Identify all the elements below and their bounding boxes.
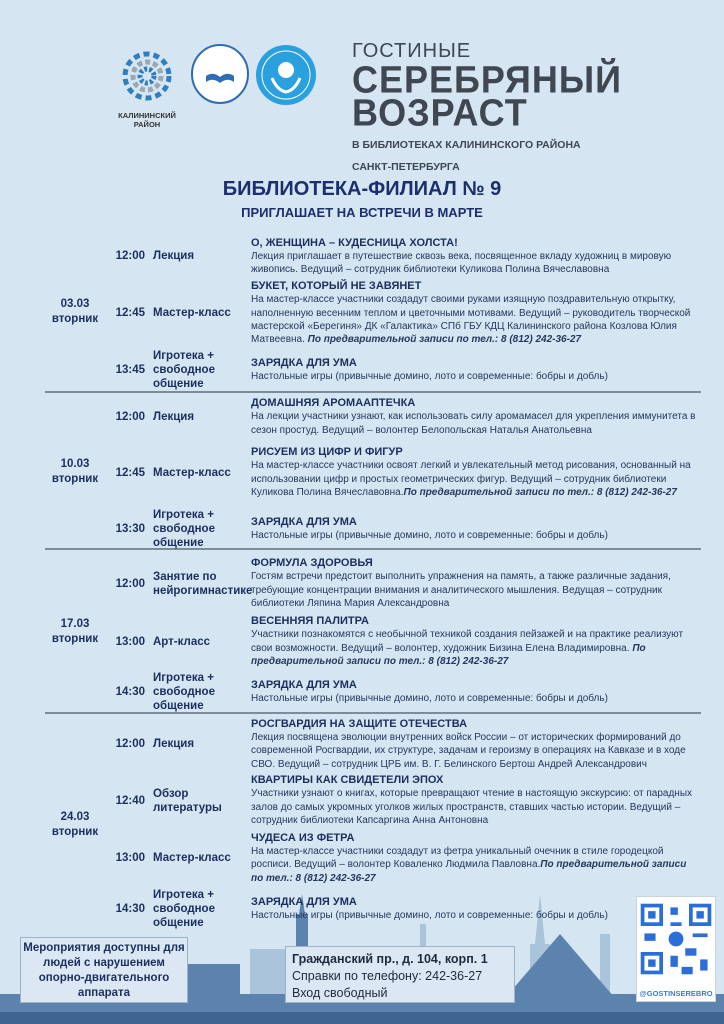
telegram-icon <box>669 932 684 947</box>
event-time: 12:40 <box>115 794 145 807</box>
event-time: 13:45 <box>115 364 145 376</box>
event-time: 14:30 <box>115 686 145 698</box>
date: 10.03 <box>60 457 90 470</box>
event-title: О, ЖЕНЩИНА – КУДЕСНИЦА ХОЛСТА! <box>251 236 458 249</box>
event-type: Лекция <box>153 250 195 262</box>
page-subtitle: ПРИГЛАШАЕТ НА ВСТРЕЧИ В МАРТЕ <box>241 205 483 220</box>
day-block <box>45 716 701 934</box>
event-type: Лекция <box>153 410 195 423</box>
event-description: Настольные игры (привычные домино, лото и современные: бобры и добль) <box>251 530 608 542</box>
brand-line-4: В БИБЛИОТЕКАХ КАЛИНИНСКОГО РАЙОНА <box>352 139 581 151</box>
registration-note: По предварительной записи по тел.: 8 (812) 242-36-27 <box>251 642 646 668</box>
event-time: 12:00 <box>115 738 145 750</box>
day-date <box>45 457 105 487</box>
brand-line-2: СЕРЕБРЯНЫЙ <box>352 57 623 102</box>
hands-emblem-logo <box>255 44 317 111</box>
accessibility-notice: Мероприятия доступны для людей с нарушением опорно-двигательного аппарата <box>20 937 188 1003</box>
open-book-emblem-icon <box>190 44 250 104</box>
date: 17.03 <box>60 618 90 630</box>
weekday: вторник <box>51 313 99 325</box>
telegram-handle[interactable]: @GOSTINSEREBRO <box>639 989 713 998</box>
day-date <box>45 617 105 647</box>
event-time: 12:00 <box>115 410 145 423</box>
telegram-qr-code[interactable] <box>636 896 716 1002</box>
event-title: ДОМАШНЯЯ АРОМААПТЕЧКА <box>251 397 416 410</box>
event-description: Лекция посвящена эволюции внутренних войск России – от исторических формирований до современной Росгвардии, их структуре, задачам и героизму в операциях на Кавказе и в ходе СВО. Ведущий – сотрудник ЦРБ им. В. Г. Белинского Бертош Андрей Александрович <box>251 731 686 770</box>
day-date <box>45 297 105 327</box>
event-type: Мастер-класс <box>153 307 231 319</box>
hands-flower-icon <box>255 44 317 106</box>
event-title: ЗАРЯДКА ДЛЯ УМА <box>251 357 357 370</box>
weekday: вторник <box>51 826 99 838</box>
event-description: На мастер-классе участники создадут своими руками изящную поздравительную открытку, наполненную весенним теплом и цветочными мотивами. Ведущий – руководитель творческой мастерской «Берегиня» ДК «Галактика» СПб ГБУ КДЦ Калининского района Козлова Юлия Матвеевна. <box>251 294 691 346</box>
event-title: ЗАРЯДКА ДЛЯ УМА <box>251 516 357 529</box>
district-name-2: РАЙОН <box>133 120 161 129</box>
brand-line-1: ГОСТИНЫЕ <box>352 40 472 62</box>
brand-line-5: САНКТ-ПЕТЕРБУРГА <box>352 161 460 173</box>
event-type: Мастер-класс <box>153 852 231 864</box>
qr-code-icon <box>637 900 715 978</box>
date: 03.03 <box>60 298 90 310</box>
event-description: Настольные игры (привычные домино, лото и современные: бобры и добль) <box>251 910 608 922</box>
event-title: ЧУДЕСА ИЗ ФЕТРА <box>251 831 355 844</box>
event-row <box>105 555 701 612</box>
kalininsky-district-logo <box>112 46 182 129</box>
event-row <box>105 615 701 668</box>
event-title: КВАРТИРЫ КАК СВИДЕТЕЛИ ЭПОХ <box>251 774 444 787</box>
event-time: 12:45 <box>115 466 145 479</box>
event-description: На мастер-классе участники создадут из фетра уникальный очечник в стиле городецкой росписи. Ведущий – волонтер Коваленко Людмила Павловна. <box>251 845 664 871</box>
day-block <box>45 395 701 550</box>
weekday: вторник <box>51 633 99 645</box>
district-name: КАЛИНИНСКИЙ <box>118 111 176 120</box>
brand-block <box>352 40 622 173</box>
event-row <box>105 510 701 548</box>
event-description: Лекция приглашает в путешествие сквозь века, посвященное вкладу художниц в мировую живопись. Ведущий – сотрудник библиотеки Куликова Полина Вячеславовна <box>251 250 672 275</box>
event-time: 13:00 <box>115 635 145 648</box>
contact-box <box>285 946 515 1003</box>
event-description: Гостям встречи предстоит выполнить упражнения на память, а также различные задания, требующие концентрации внимания и аналитического мышления. Ведущая – сотрудник библиотеки Ляпина Мария Александровна <box>251 571 671 610</box>
event-title: ВЕСЕННЯЯ ПАЛИТРА <box>251 615 369 628</box>
event-time: 12:45 <box>115 307 145 319</box>
registration-note: По предварительной записи по тел.: 8 (812) 242-36-27 <box>307 334 582 346</box>
event-description: На лекции участники узнают, как использовать силу аромамасел для укрепления иммунитета в сезон простуд. Ведущий – волонтер Белопольская Наталья Анатольевна <box>251 411 696 436</box>
event-time: 13:00 <box>115 852 145 864</box>
registration-note: По предварительной записи по тел.: 8 (812) 242-36-27 <box>403 487 677 499</box>
event-row <box>105 775 701 826</box>
event-title: РОСГВАРДИЯ НА ЗАЩИТЕ ОТЕЧЕСТВА <box>251 717 468 730</box>
address: Гражданский пр., д. 104, корп. 1 <box>292 952 488 966</box>
event-time: 12:00 <box>115 250 145 262</box>
event-type: Игротека + свободное общение <box>153 509 215 549</box>
event-description: Настольные игры (привычные домино, лото и современные: бобры и добль) <box>251 371 608 383</box>
phone-info: Справки по телефону: 242-36-27 <box>292 969 483 983</box>
event-description: На мастер-классе участники освоят легкий и увлекательный метод рисования, основанный на использовании цифр и простых геометрических фигур. Ведущий – сотрудник библиотеки Куликова Полина Вячеславовна. <box>251 460 691 499</box>
event-title: ЗАРЯДКА ДЛЯ УМА <box>251 896 357 909</box>
event-row <box>105 440 701 505</box>
event-title: РИСУЕМ ИЗ ЦИФР И ФИГУР <box>251 446 403 459</box>
event-time: 13:30 <box>115 523 145 535</box>
event-title: ФОРМУЛА ЗДОРОВЬЯ <box>251 557 373 570</box>
event-description: Участники познакомятся с необычной техникой создания пейзажей и на практике реализуют свои возможности. Ведущий – волонтер, художник Бизина Елена Владимировна. <box>251 629 684 654</box>
event-type: Игротека + свободное общение <box>153 889 215 929</box>
event-title: БУКЕТ, КОТОРЫЙ НЕ ЗАВЯНЕТ <box>251 280 422 293</box>
event-type: Арт-класс <box>153 635 211 648</box>
event-type: Мастер-класс <box>153 466 231 479</box>
swirl-emblem-icon <box>117 46 177 106</box>
event-type: Лекция <box>153 738 195 750</box>
event-description: Настольные игры (привычные домино, лото и современные: бобры и добль) <box>251 693 608 705</box>
day-date <box>45 810 105 840</box>
brand-line-3: ВОЗРАСТ <box>352 90 528 135</box>
event-type: Игротека + свободное общение <box>153 672 215 712</box>
event-type: Игротека + свободное общение <box>153 350 215 390</box>
event-row <box>105 888 701 930</box>
day-block <box>45 233 701 393</box>
day-block <box>45 552 701 714</box>
event-row <box>105 350 701 390</box>
registration-note: По предварительной записи по тел.: 8 (812) 242-36-27 <box>251 859 687 884</box>
event-type: Занятие по нейрогимнастике <box>153 570 253 597</box>
event-title: ЗАРЯДКА ДЛЯ УМА <box>251 679 357 692</box>
entry-info: Вход свободный <box>292 986 388 1000</box>
event-row <box>105 279 701 347</box>
event-description: Участники узнают о книгах, которые превращают чтение в настоящую экскурсию: от парадных залов до самых укромных уголков жилых пространств, ставших частью истории. Ведущий – сотрудник библиотеки Капсаргина Анна Антоновна <box>251 788 693 827</box>
event-row <box>105 397 701 436</box>
event-time: 12:00 <box>115 577 145 590</box>
event-row <box>105 236 701 276</box>
date: 24.03 <box>60 811 90 823</box>
cbs-logo <box>190 44 250 109</box>
event-row <box>105 672 701 712</box>
event-time: 14:30 <box>115 903 145 915</box>
event-type: Обзор литературы <box>153 787 222 814</box>
page-title: БИБЛИОТЕКА-ФИЛИАЛ № 9 <box>222 178 502 200</box>
event-row <box>105 832 701 884</box>
event-row <box>105 718 701 770</box>
weekday: вторник <box>51 472 99 485</box>
